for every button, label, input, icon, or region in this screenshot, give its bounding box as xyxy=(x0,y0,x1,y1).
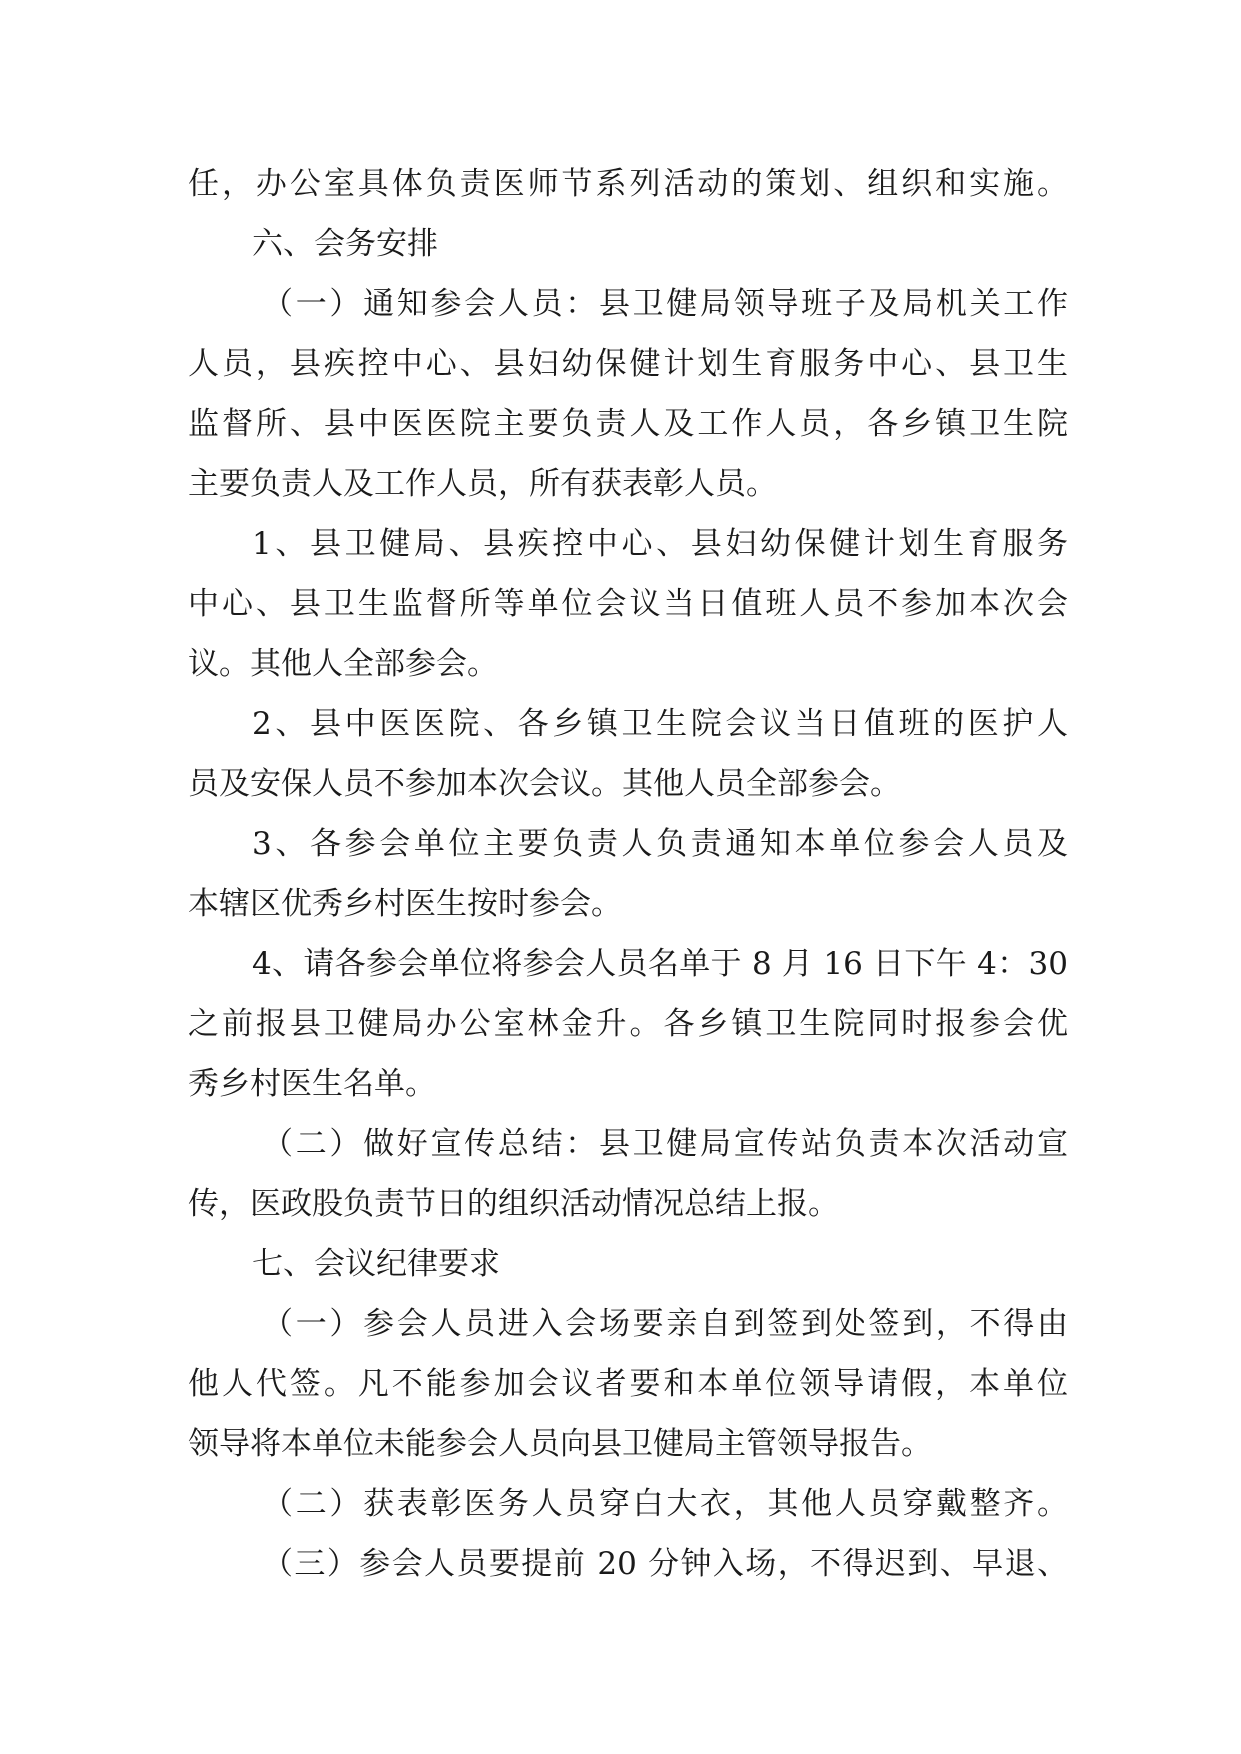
paragraph-line: 议。其他人全部参会。 xyxy=(188,646,498,682)
paragraph-line: 监督所、县中医医院主要负责人及工作人员，各乡镇卫生院 xyxy=(188,406,1068,442)
paragraph-line: （二）获表彰医务人员穿白大衣，其他人员穿戴整齐。 xyxy=(262,1486,1068,1522)
paragraph-line: （三）参会人员要提前 20 分钟入场，不得迟到、早退、 xyxy=(262,1546,1068,1582)
paragraph-line: （一）通知参会人员：县卫健局领导班子及局机关工作 xyxy=(262,286,1068,322)
paragraph-line: 1、县卫健局、县疾控中心、县妇幼保健计划生育服务 xyxy=(252,526,1068,562)
paragraph-line: 领导将本单位未能参会人员向县卫健局主管领导报告。 xyxy=(188,1426,932,1462)
paragraph-line: 本辖区优秀乡村医生按时参会。 xyxy=(188,886,622,922)
paragraph-line: 3、各参会单位主要负责人负责通知本单位参会人员及 xyxy=(252,826,1068,862)
section-heading: 七、会议纪律要求 xyxy=(252,1246,500,1282)
paragraph-line: （一）参会人员进入会场要亲自到签到处签到，不得由 xyxy=(262,1306,1068,1342)
section-heading: 六、会务安排 xyxy=(252,226,438,262)
paragraph-line: 秀乡村医生名单。 xyxy=(188,1066,436,1102)
paragraph-line: 2、县中医医院、各乡镇卫生院会议当日值班的医护人 xyxy=(252,706,1068,742)
paragraph-line: 传，医政股负责节日的组织活动情况总结上报。 xyxy=(188,1186,839,1222)
paragraph-line: 人员，县疾控中心、县妇幼保健计划生育服务中心、县卫生 xyxy=(188,346,1068,382)
paragraph-line: （二）做好宣传总结：县卫健局宣传站负责本次活动宣 xyxy=(262,1126,1068,1162)
paragraph-line: 中心、县卫生监督所等单位会议当日值班人员不参加本次会 xyxy=(188,586,1068,622)
paragraph-line: 员及安保人员不参加本次会议。其他人员全部参会。 xyxy=(188,766,901,802)
paragraph-line: 任，办公室具体负责医师节系列活动的策划、组织和实施。 xyxy=(188,166,1068,202)
paragraph-line: 他人代签。凡不能参加会议者要和本单位领导请假，本单位 xyxy=(188,1366,1068,1402)
paragraph-line: 4、请各参会单位将参会人员名单于 8 月 16 日下午 4：30 xyxy=(252,946,1068,982)
paragraph-line: 之前报县卫健局办公室林金升。各乡镇卫生院同时报参会优 xyxy=(188,1006,1068,1042)
paragraph-line: 主要负责人及工作人员，所有获表彰人员。 xyxy=(188,466,777,502)
